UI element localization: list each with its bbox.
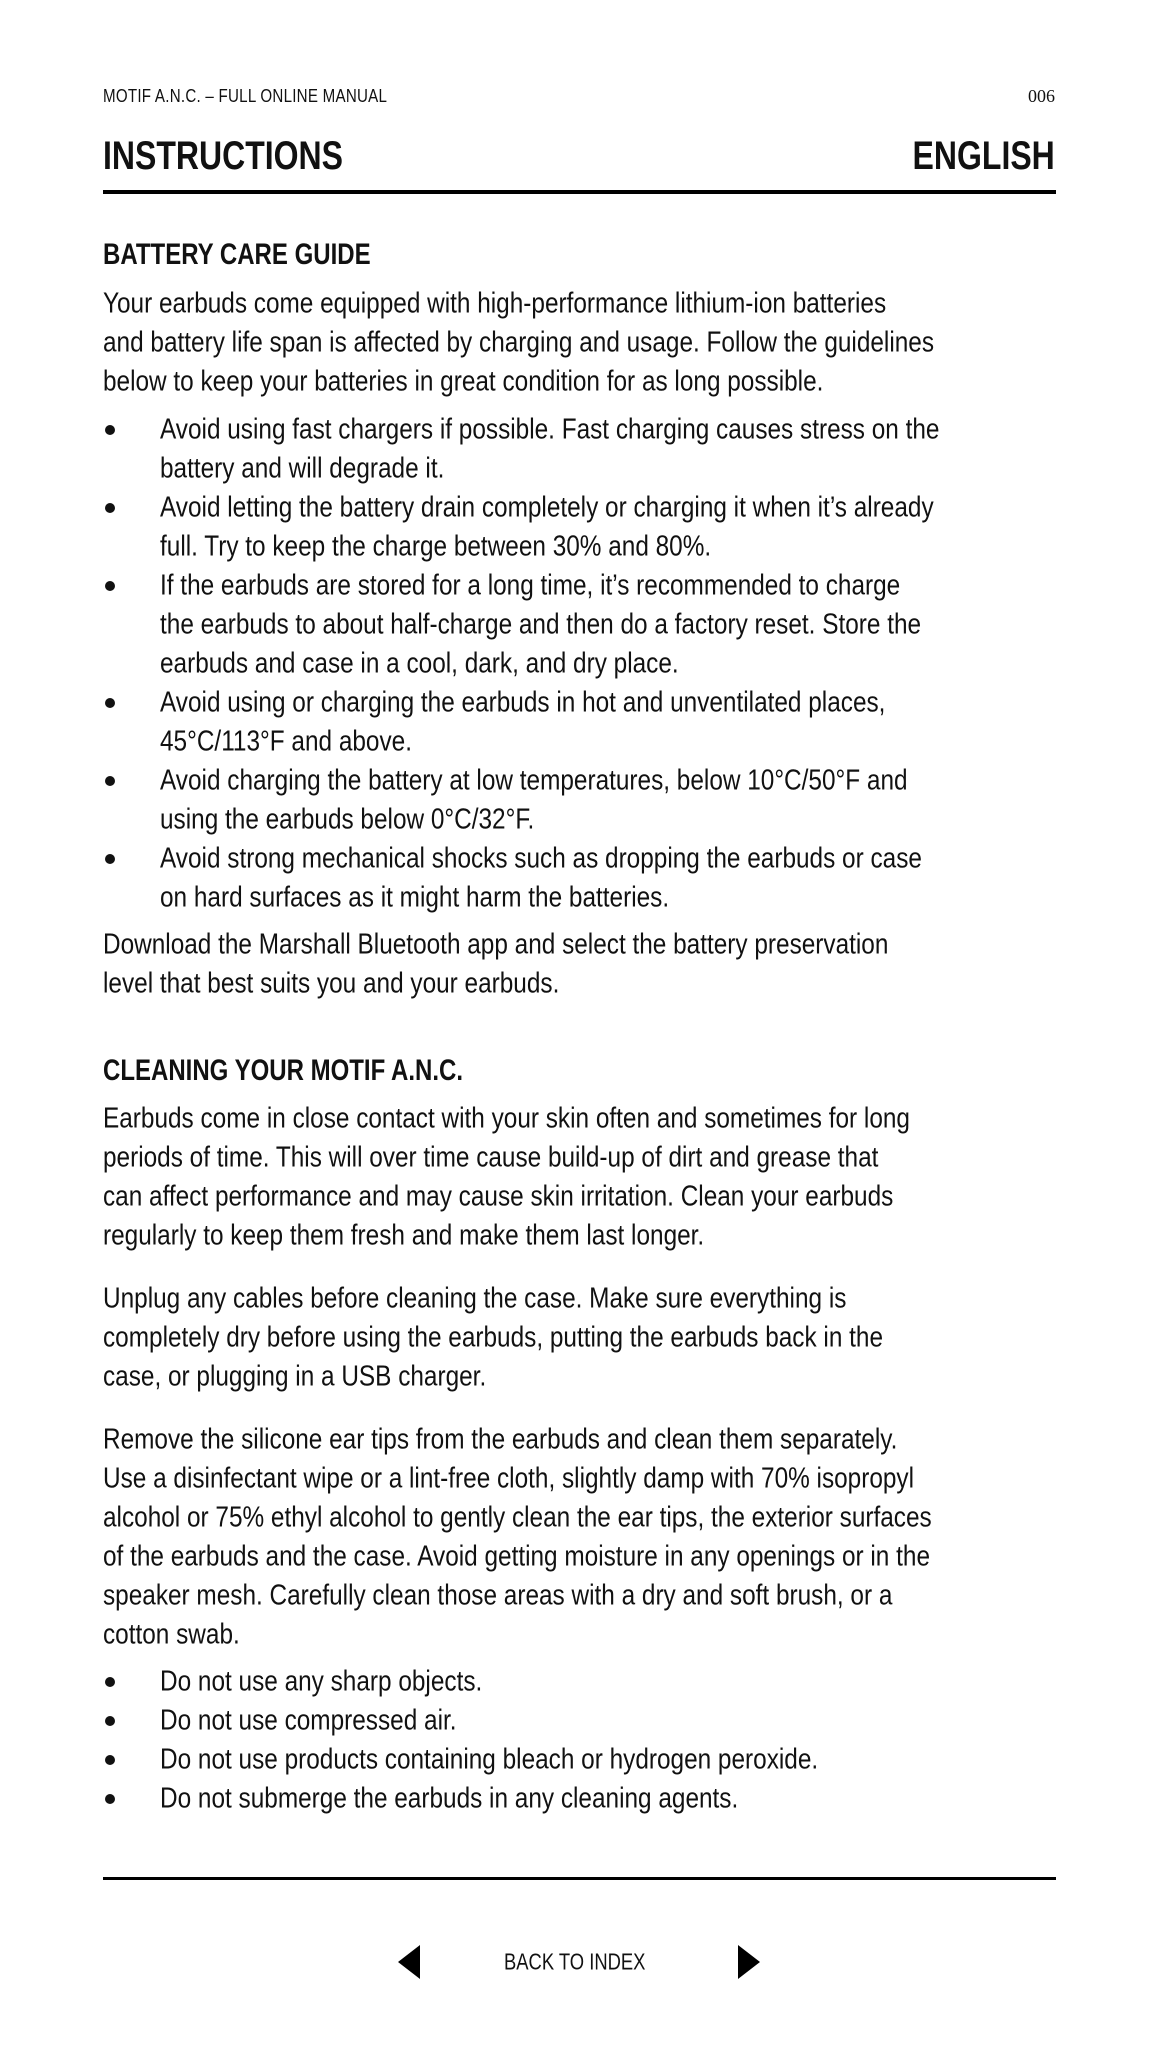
text-line: Do not use any sharp objects.: [160, 1665, 483, 1698]
text-line: level that best suits you and your earbuds.: [103, 967, 560, 1000]
text-line: Download the Marshall Bluetooth app and select the battery preservation: [103, 928, 889, 961]
text-line: earbuds and case in a cool, dark, and dry place.: [160, 647, 679, 680]
text-line: completely dry before using the earbuds, putting the earbuds back in the: [103, 1321, 884, 1354]
text-line: Remove the silicone ear tips from the earbuds and clean them separately.: [103, 1423, 898, 1456]
text-line: Avoid strong mechanical shocks such as dropping the earbuds or case: [160, 842, 922, 875]
text-line: Avoid letting the battery drain completely or charging it when it’s already: [160, 491, 934, 524]
bullet-icon: [105, 1677, 115, 1687]
bullet-icon: [105, 854, 115, 864]
text-line: alcohol or 75% ethyl alcohol to gently clean the ear tips, the exterior surfaces: [103, 1501, 932, 1534]
text-line: on hard surfaces as it might harm the batteries.: [160, 881, 670, 914]
bullet-icon: [105, 581, 115, 591]
footer-divider: [103, 1877, 1056, 1880]
back-to-index-link[interactable]: BACK TO INDEX: [504, 1948, 646, 1975]
bullet-icon: [105, 503, 115, 513]
text-line: Your earbuds come equipped with high-performance lithium-ion batteries: [103, 287, 887, 320]
text-line: Do not use products containing bleach or hydrogen peroxide.: [160, 1743, 819, 1776]
bullet-icon: [105, 1794, 115, 1804]
text-line: battery and will degrade it.: [160, 452, 445, 485]
text-line: Avoid using or charging the earbuds in hot and unventilated places,: [160, 686, 886, 719]
bullet-icon: [105, 1716, 115, 1726]
battery-care-heading: BATTERY CARE GUIDE: [103, 238, 371, 271]
text-line: Unplug any cables before cleaning the case. Make sure everything is: [103, 1282, 847, 1315]
next-page-icon[interactable]: [738, 1945, 760, 1979]
text-line: below to keep your batteries in great condition for as long possible.: [103, 365, 824, 398]
text-line: using the earbuds below 0°C/32°F.: [160, 803, 535, 836]
text-line: full. Try to keep the charge between 30% and 80%.: [160, 530, 712, 563]
text-line: and battery life span is affected by charging and usage. Follow the guidelines: [103, 326, 935, 359]
text-line: Avoid using fast chargers if possible. Fast charging causes stress on the: [160, 413, 940, 446]
text-line: Use a disinfectant wipe or a lint-free cloth, slightly damp with 70% isopropyl: [103, 1462, 915, 1495]
text-line: case, or plugging in a USB charger.: [103, 1360, 487, 1393]
section-title: INSTRUCTIONS: [103, 134, 343, 178]
text-line: of the earbuds and the case. Avoid getting moisture in any openings or in the: [103, 1540, 930, 1573]
text-line: Do not use compressed air.: [160, 1704, 457, 1737]
text-line: the earbuds to about half-charge and then do a factory reset. Store the: [160, 608, 922, 641]
text-line: Earbuds come in close contact with your skin often and sometimes for long: [103, 1102, 910, 1135]
header-divider: [103, 190, 1056, 194]
text-line: periods of time. This will over time cause build-up of dirt and grease that: [103, 1141, 879, 1174]
language-label: ENGLISH: [912, 134, 1055, 178]
text-line: regularly to keep them fresh and make them last longer.: [103, 1219, 705, 1252]
text-line: cotton swab.: [103, 1618, 240, 1651]
text-line: If the earbuds are stored for a long time, it’s recommended to charge: [160, 569, 901, 602]
bullet-icon: [105, 776, 115, 786]
bullet-icon: [105, 698, 115, 708]
text-line: speaker mesh. Carefully clean those areas with a dry and soft brush, or a: [103, 1579, 893, 1612]
bullet-icon: [105, 1755, 115, 1765]
manual-title: MOTIF A.N.C. – FULL ONLINE MANUAL: [103, 86, 388, 106]
text-line: can affect performance and may cause skin irritation. Clean your earbuds: [103, 1180, 894, 1213]
bullet-icon: [105, 425, 115, 435]
text-line: 45°C/113°F and above.: [160, 725, 412, 758]
text-line: Do not submerge the earbuds in any cleaning agents.: [160, 1782, 739, 1815]
previous-page-icon[interactable]: [398, 1945, 420, 1979]
cleaning-heading: CLEANING YOUR MOTIF A.N.C.: [103, 1054, 463, 1087]
page-number: 006: [1028, 86, 1055, 106]
text-line: Avoid charging the battery at low temperatures, below 10°C/50°F and: [160, 764, 908, 797]
